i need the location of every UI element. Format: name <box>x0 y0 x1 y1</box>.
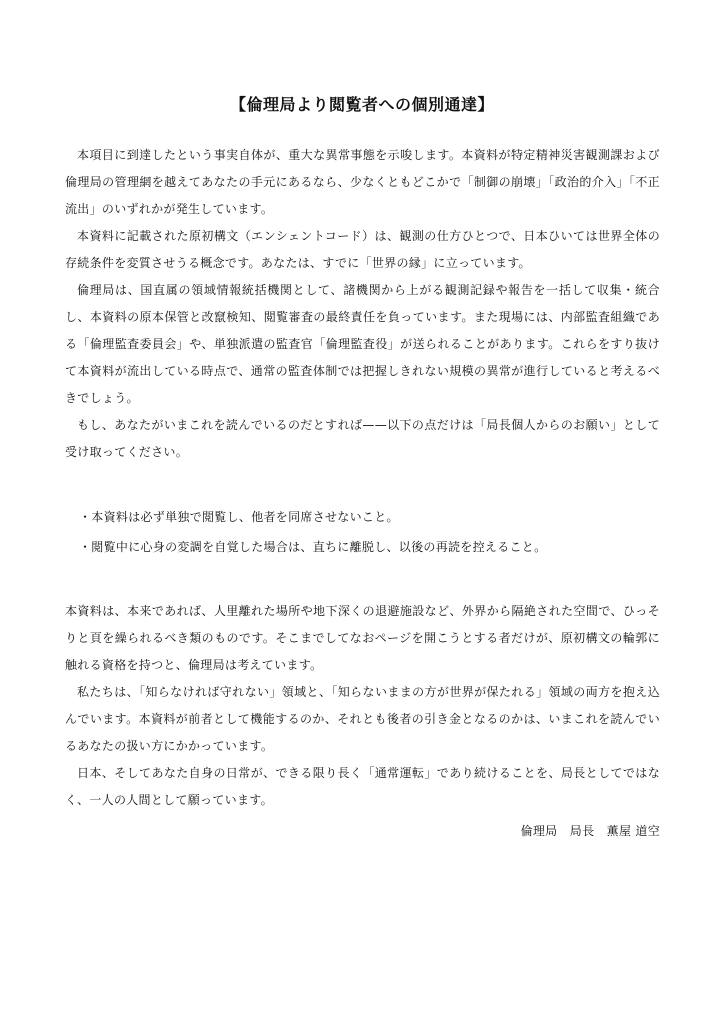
document-body <box>65 142 660 842</box>
paragraph-intro: 本項目に到達したという事実自体が、重大な異常事態を示唆します。本資料が特定精神災害観測課および倫理局の管理網を越えてあなたの手元にあるなら、少なくともどこかで「制御の崩壊」「政治的介入」「不正流出」のいずれかが発生しています。 <box>65 148 660 216</box>
list-item: ・本資料は必ず単独で閲覧し、他者を同席させないこと。 <box>79 510 399 524</box>
section-spacer <box>65 562 660 598</box>
request-list <box>65 502 660 562</box>
paragraph-ethics-bureau: 倫理局は、国直属の領域情報統括機関として、諸機関から上がる観測記録や報告を一括して収集・統合し、本資料の原本保管と改竄検知、閲覧審査の最終責任を負っています。また現場には、内部監査組織である「倫理監査委員会」や、単独派遣の監査官「倫理監査役」が送られることがあります。これらをすり抜けて本資料が流出している時点で、通常の監査体制では把握しきれない規模の異常が進行していると考えるべきでしょう。 <box>65 283 660 405</box>
paragraph-isolation: 本資料は、本来であれば、人里離れた場所や地下深くの退避施設など、外界から隔絶された空間で、ひっそりと頁を繰られるべき類のものです。そこまでしてなおページを開こうとする者だけが、原初構文の輪郭に触れる資格を持つと、倫理局は考えています。 <box>65 604 660 672</box>
paragraph-knowledge: 私たちは、「知らなければ守れない」領域と、「知らないままの方が世界が保たれる」領域の両方を抱え込んでいます。本資料が前者として機能するのか、それとも後者の引き金となるのかは、いまこれを読んでいるあなたの扱い方にかかっています。 <box>65 685 660 753</box>
paragraph-request: もし、あなたがいまこれを読んでいるのだとすれば——以下の点だけは「局長個人からのお願い」として受け取ってください。 <box>65 418 660 459</box>
list-item: ・閲覧中に心身の変調を自覚した場合は、直ちに離脱し、以後の再読を控えること。 <box>79 540 547 554</box>
document-title: 【倫理局より閲覧者への個別通達】 <box>229 95 494 114</box>
signature: 倫理局 局長 薫屋 道空 <box>520 824 660 838</box>
paragraph-ancient-code: 本資料に記載された原初構文（エンシェントコード）は、観測の仕方ひとつで、日本ひいては世界全体の存続条件を変質させうる概念です。あなたは、すでに「世界の縁」に立っています。 <box>65 229 660 270</box>
section-spacer <box>65 466 660 502</box>
paragraph-wish: 日本、そしてあなた自身の日常が、できる限り長く「通常運転」であり続けることを、局長としてではなく、一人の人間として願っています。 <box>65 766 660 807</box>
